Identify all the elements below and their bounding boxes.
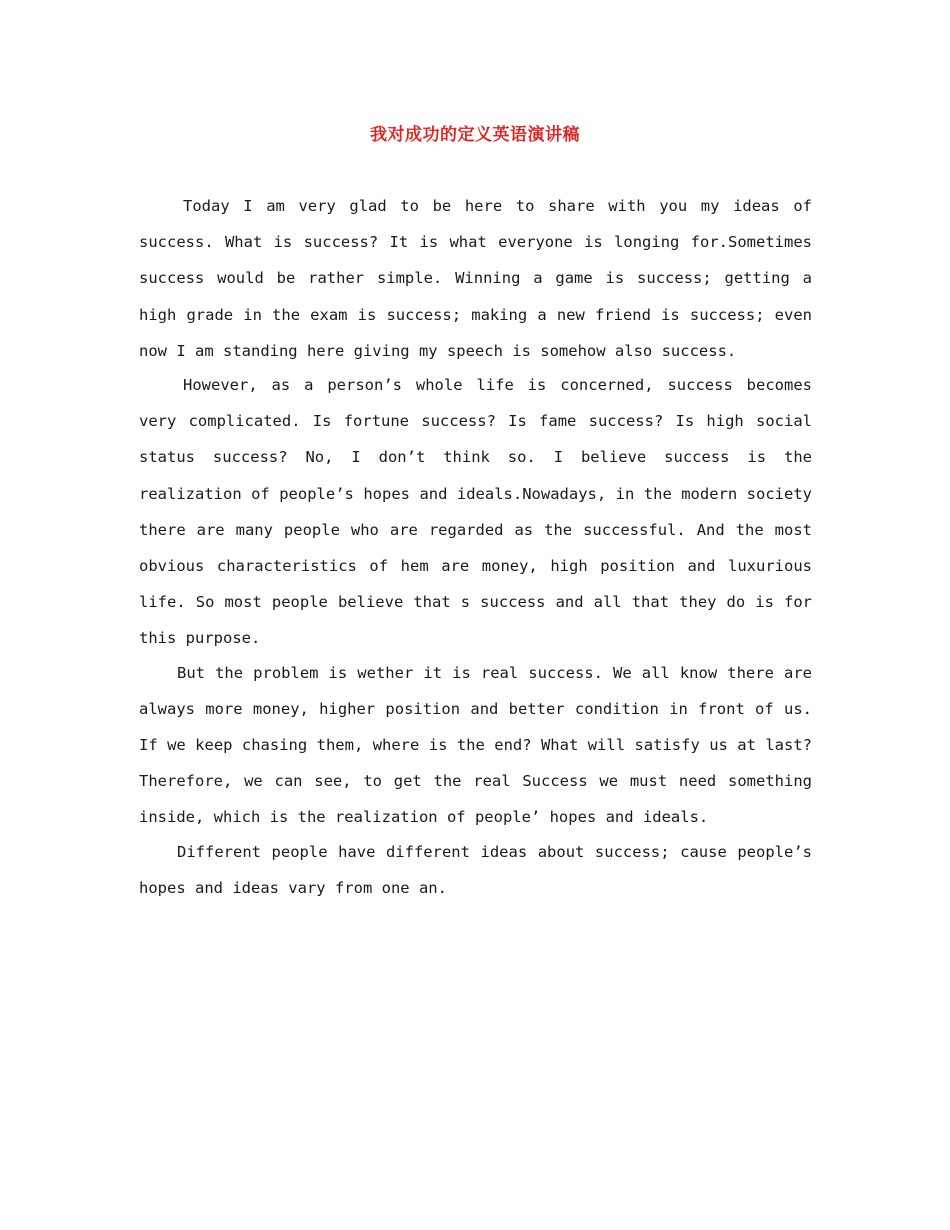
paragraph-3: But the problem is wether it is real success. We all know there are always more money, higher position and better condition in front of us. If we keep chasing them, where is the end? What will satisfy us at last? Therefore, we can see, to get the real Success we must need something inside, which is the realization of people’ hopes and ideals. (139, 663, 812, 827)
paragraph-1: Today I am very glad to be here to share with you my ideas of success. What is success? It is what everyone is longing for.Sometimes success would be rather simple. Winning a game is success; getting a high grade in the exam is success; making a new friend is success; even now I am standing here giving my speech is somehow also success. (139, 197, 812, 360)
paragraph-2: However, as a person’s whole life is concerned, success becomes very complicated. Is fortune success? Is fame success? Is high social status success? No, I don’t think so. I believe success is the realization of people’s hopes and ideals.Nowadays, in the modern society there are many people who are regarded as the successful. And the most obvious characteristics of hem are money, high position and luxurious life. So most people believe that s success and all that they do is for this purpose. (139, 376, 812, 648)
document-title: 我对成功的定义英语演讲稿 (370, 125, 580, 145)
document-body (139, 188, 812, 906)
paragraph-4: Different people have different ideas about success; cause people’s hopes and ideas vary from one an. (139, 842, 812, 897)
